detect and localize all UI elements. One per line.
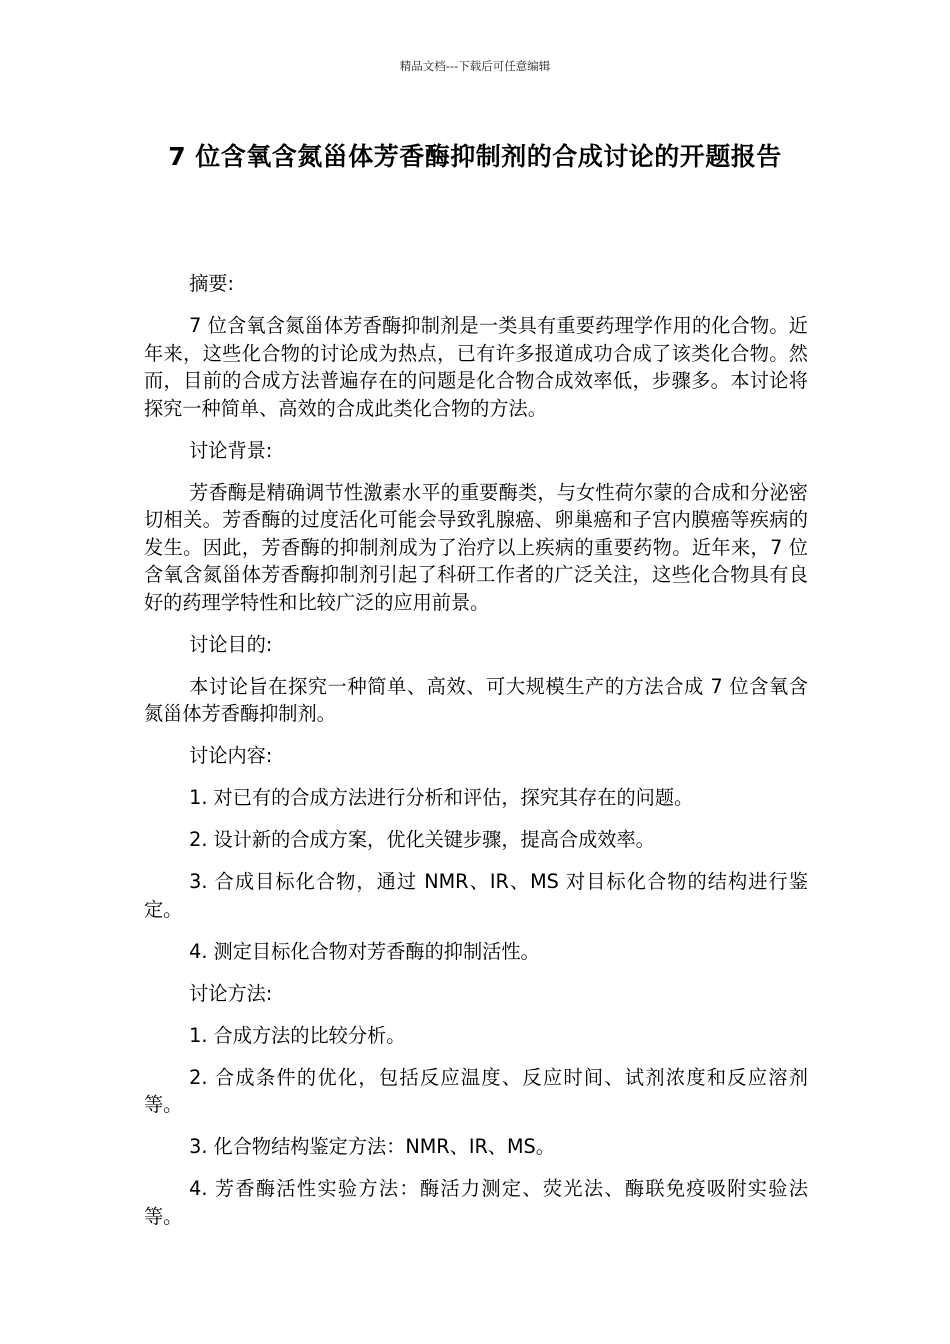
content-item-2: 2. 设计新的合成方案，优化关键步骤，提高合成效率。 xyxy=(189,828,655,851)
section-heading-methods: 讨论方法: xyxy=(189,981,273,1005)
section-heading-purpose: 讨论目的: xyxy=(189,632,273,656)
purpose-paragraph: 本讨论旨在探究一种简单、高效、可大规模生产的方法合成 7 位含氧含氮甾体芳香酶抑制剂。 xyxy=(144,674,808,725)
document-title: 7 位含氧含氮甾体芳香酶抑制剂的合成讨论的开题报告 xyxy=(168,142,782,171)
method-item-4: 4. 芳香酶活性实验方法：酶活力测定、荧光法、酶联免疫吸附实验法等。 xyxy=(144,1177,808,1228)
content-item-1: 1. 对已有的合成方法进行分析和评估，探究其存在的问题。 xyxy=(189,786,694,809)
section-heading-content: 讨论内容: xyxy=(189,744,273,767)
method-item-1: 1. 合成方法的比较分析。 xyxy=(189,1023,406,1047)
method-item-2: 2. 合成条件的优化，包括反应温度、反应时间、试剂浓度和反应溶剂等。 xyxy=(144,1065,808,1116)
section-heading-background: 讨论背景: xyxy=(189,438,273,462)
header-note: 精品文档---下载后可任意编辑 xyxy=(399,59,551,73)
content-item-3: 3. 合成目标化合物，通过 NMR、IR、MS 对目标化合物的结构进行鉴定。 xyxy=(144,870,808,921)
section-heading-abstract: 摘要: xyxy=(189,272,234,295)
method-item-3: 3. 化合物结构鉴定方法：NMR、IR、MS。 xyxy=(189,1135,555,1158)
content-item-4: 4. 测定目标化合物对芳香酶的抑制活性。 xyxy=(189,939,540,963)
document-body xyxy=(144,270,808,1245)
abstract-paragraph: 7 位含氧含氮甾体芳香酶抑制剂是一类具有重要药理学作用的化合物。近年来，这些化合物的讨论成为热点，已有许多报道成功合成了该类化合物。然而，目前的合成方法普遍存在的问题是化合物合成效率低，步骤多。本讨论将探究一种简单、高效的合成此类化合物的方法。 xyxy=(144,314,808,420)
background-paragraph: 芳香酶是精确调节性激素水平的重要酶类，与女性荷尔蒙的合成和分泌密切相关。芳香酶的过度活化可能会导致乳腺癌、卵巢癌和子宫内膜癌等疾病的发生。因此，芳香酶的抑制剂成为了治疗以上疾病的重要药物。近年来，7 位含氧含氮甾体芳香酶抑制剂引起了科研工作者的广泛关注，这些化合物具有良好的药理学特性和比较广泛的应用前景。 xyxy=(144,480,808,614)
